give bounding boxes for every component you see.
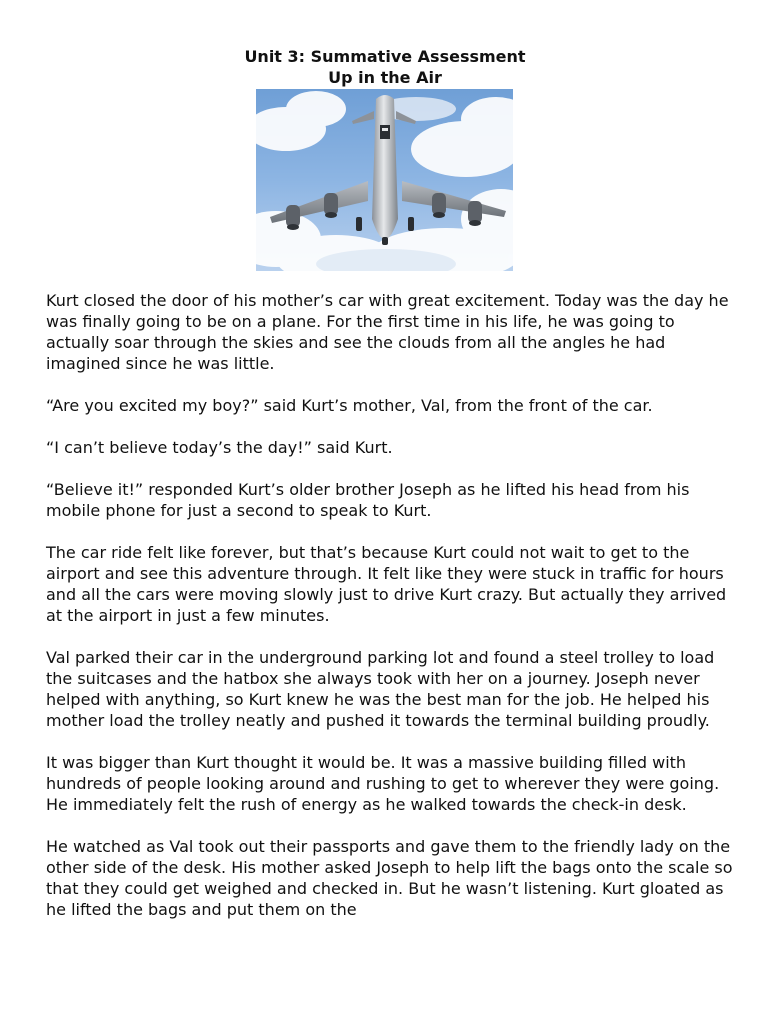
airplane-icon [256,89,513,271]
document-title: Unit 3: Summative Assessment [244,47,526,66]
title-block [0,46,770,88]
story-paragraph: “Believe it!” responded Kurt’s older brother Joseph as he lifted his head from his mobile phone for just a second to speak to Kurt. [46,480,690,520]
story-paragraph: “I can’t believe today’s the day!” said Kurt. [46,438,393,457]
story-paragraph: Val parked their car in the underground parking lot and found a steel trolley to load the suitcases and the hatbox she always took with her on a journey. Joseph never helped with anything, so Kurt knew he was the best man for the job. He helped his mother load the trolley neatly and pushed it towards the terminal building proudly. [46,648,715,730]
story-paragraph: Kurt closed the door of his mother’s car with great excitement. Today was the day he was finally going to be on a plane. For the first time in his life, he was going to actually soar through the skies and see the clouds from all the angles he had imagined since he was little. [46,291,729,373]
story-paragraph: The car ride felt like forever, but that’s because Kurt could not wait to get to the airport and see this adventure through. It felt like they were stuck in traffic for hours and all the cars were moving slowly just to drive Kurt crazy. But actually they arrived at the airport in just a few minutes. [46,543,727,625]
airplane-photo [256,89,513,271]
story-paragraph: He watched as Val took out their passports and gave them to the friendly lady on the other side of the desk. His mother asked Joseph to help lift the bags onto the scale so that they could get weighed and checked in. But he wasn’t listening. Kurt gloated as he lifted the bags and put them on the [46,837,733,919]
story-paragraph: “Are you excited my boy?” said Kurt’s mother, Val, from the front of the car. [46,396,653,415]
document-subtitle: Up in the Air [328,68,442,87]
story-paragraph: It was bigger than Kurt thought it would be. It was a massive building filled with hundreds of people looking around and rushing to get to wherever they were going. He immediately felt the rush of energy as he walked towards the check-in desk. [46,753,720,814]
story-text [46,290,736,941]
